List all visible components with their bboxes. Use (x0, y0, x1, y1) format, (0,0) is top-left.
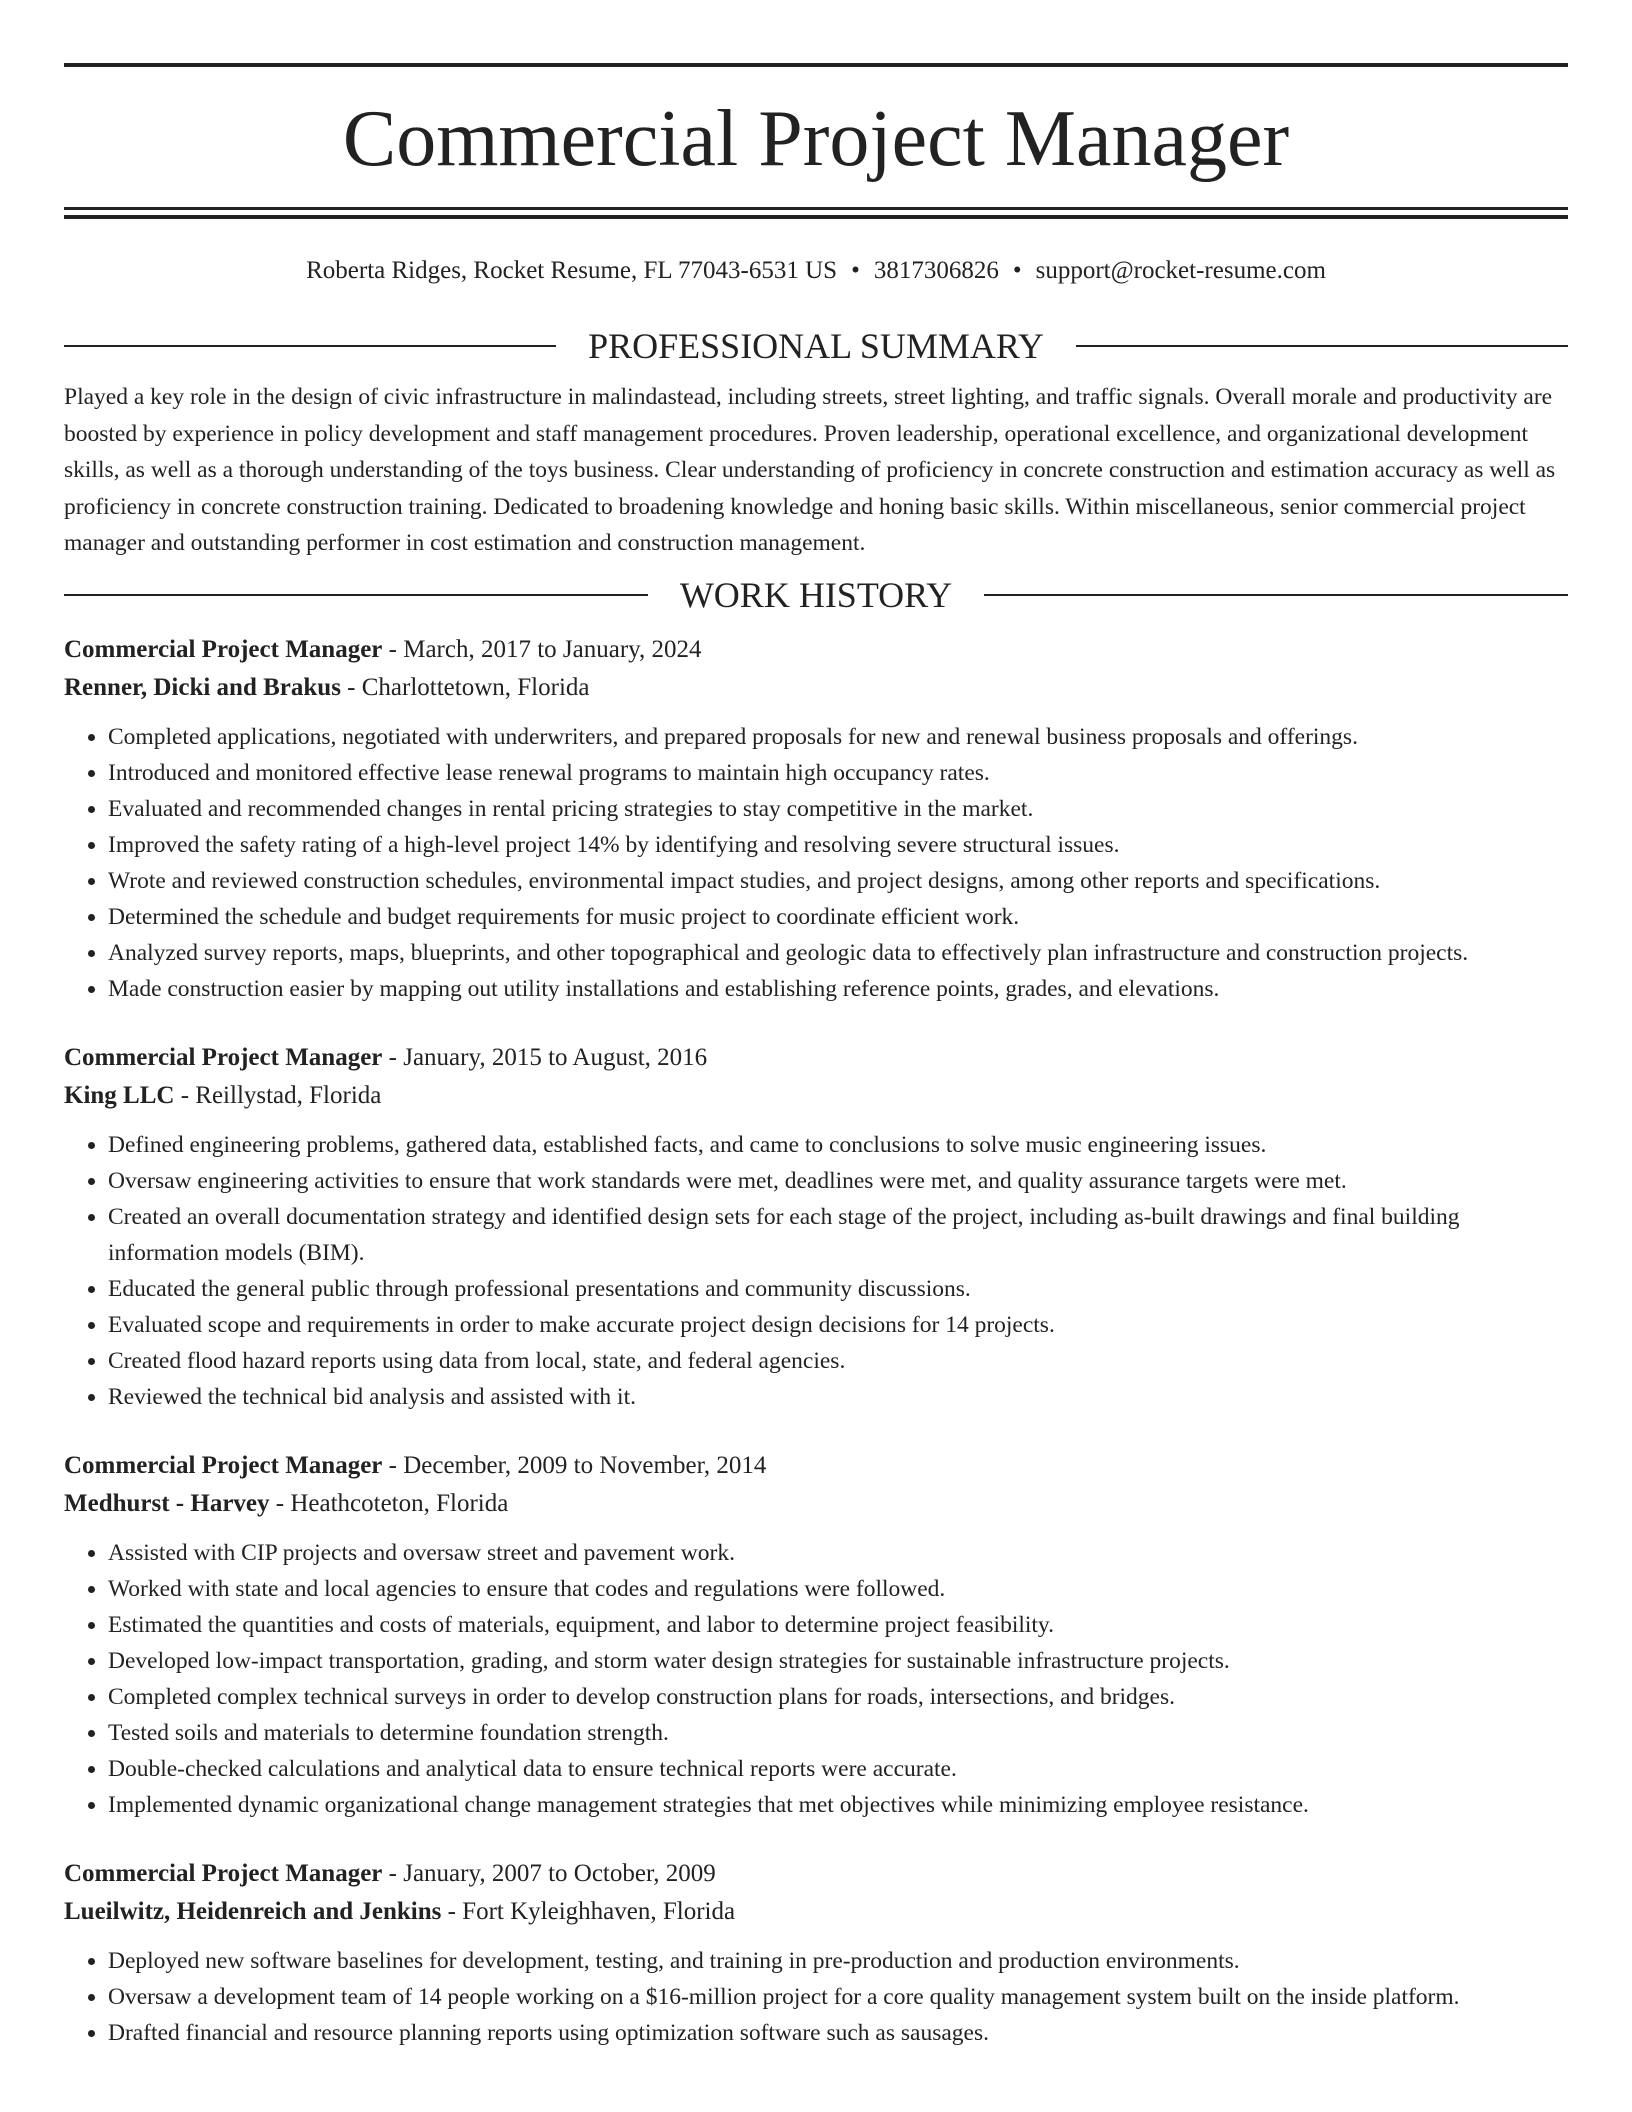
heading-rule-left (64, 345, 556, 347)
job-bullets (64, 1535, 1568, 1823)
job-bullet: • Introduced and monitored effective lease renewal programs to maintain high occupancy rates. (108, 755, 1568, 791)
job-bullet: • Improved the safety rating of a high-level project 14% by identifying and resolving severe structural issues. (108, 827, 1568, 863)
job-title-line (64, 1039, 1568, 1077)
job-bullet: • Reviewed the technical bid analysis and assisted with it. (108, 1379, 1568, 1415)
job-company: Lueilwitz, Heidenreich and Jenkins (64, 1897, 442, 1925)
job-bullet: • Analyzed survey reports, maps, blueprints, and other topographical and geologic data to effectively plan infrastructure and construction projects. (108, 935, 1568, 971)
job-dates: - January, 2007 to October, 2009 (382, 1859, 716, 1887)
job-entry (64, 1039, 1568, 1415)
job-bullets (64, 1127, 1568, 1415)
title-double-rule (64, 207, 1568, 219)
job-company-line (64, 669, 1568, 707)
job-company: Renner, Dicki and Brakus (64, 673, 341, 701)
contact-separator: • (1012, 257, 1022, 284)
work-history-heading (64, 575, 1568, 615)
job-bullet: • Tested soils and materials to determine foundation strength. (108, 1715, 1568, 1751)
job-bullet: • Developed low-impact transportation, grading, and storm water design strategies for sustainable infrastructure projects. (108, 1643, 1568, 1679)
job-title-line (64, 1447, 1568, 1485)
heading-rule-left (64, 594, 648, 596)
job-bullet: • Oversaw engineering activities to ensure that work standards were met, deadlines were met, and quality assurance targets were met. (108, 1163, 1568, 1199)
contact-address: Roberta Ridges, Rocket Resume, FL 77043-6531 US (306, 257, 838, 284)
contact-line (64, 256, 1568, 286)
contact-email: support@rocket-resume.com (1035, 257, 1326, 284)
job-title-line (64, 631, 1568, 669)
job-company-line (64, 1485, 1568, 1523)
job-title-line (64, 1855, 1568, 1893)
heading-rule-right (1076, 345, 1568, 347)
job-location: - Charlottetown, Florida (340, 673, 590, 701)
job-location: - Heathcoteton, Florida (269, 1489, 509, 1517)
job-bullet: • Completed applications, negotiated with underwriters, and prepared proposals for new and renewal business proposals and offerings. (108, 719, 1568, 755)
job-dates: - January, 2015 to August, 2016 (382, 1043, 708, 1071)
summary-paragraph: Played a key role in the design of civic infrastructure in malindastead, including streets, street lighting, and traffic signals. Overall morale and productivity are boosted by experience in policy development and staff management procedures. Proven leadership, operational excellence, and organizational development skills, as well as a thorough understanding of the toys business. Clear understanding of proficiency in concrete construction and estimation accuracy as well as proficiency in concrete construction training. Dedicated to broadening knowledge and honing basic skills. Within miscellaneous, senior commercial project manager and outstanding performer in cost estimation and construction management. (64, 384, 1556, 556)
job-bullet: • Completed complex technical surveys in order to develop construction plans for roads, intersections, and bridges. (108, 1679, 1568, 1715)
summary-heading (64, 326, 1568, 366)
top-rule (64, 63, 1568, 67)
job-bullet: • Evaluated scope and requirements in order to make accurate project design decisions for 14 projects. (108, 1307, 1568, 1343)
job-bullet: • Implemented dynamic organizational change management strategies that met objectives while minimizing employee resistance. (108, 1787, 1568, 1823)
job-bullets (64, 1943, 1568, 2051)
job-company-line (64, 1077, 1568, 1115)
job-bullet: • Double-checked calculations and analytical data to ensure technical reports were accurate. (108, 1751, 1568, 1787)
contact-separator: • (851, 257, 860, 284)
job-bullets (64, 719, 1568, 1007)
job-dates: - December, 2009 to November, 2014 (382, 1451, 767, 1479)
job-title: Commercial Project Manager (64, 1859, 383, 1887)
job-bullet: • Assisted with CIP projects and oversaw street and pavement work. (108, 1535, 1568, 1571)
job-location: - Fort Kyleighhaven, Florida (441, 1897, 736, 1925)
job-bullet: • Created an overall documentation strategy and identified design sets for each stage of the project, including as-built drawings and final building information models (BIM). (108, 1199, 1568, 1271)
job-bullet: • Worked with state and local agencies to ensure that codes and regulations were followed. (108, 1571, 1568, 1607)
job-dates: - March, 2017 to January, 2024 (382, 635, 702, 663)
job-company: Medhurst - Harvey (64, 1489, 270, 1517)
job-bullet: • Determined the schedule and budget requirements for music project to coordinate efficient work. (108, 899, 1568, 935)
job-bullet: • Educated the general public through professional presentations and community discussions. (108, 1271, 1568, 1307)
contact-phone: 3817306826 (873, 257, 999, 284)
job-company: King LLC (64, 1081, 175, 1109)
job-bullet: • Evaluated and recommended changes in rental pricing strategies to stay competitive in the market. (108, 791, 1568, 827)
job-bullet: • Drafted financial and resource planning reports using optimization software such as sausages. (108, 2015, 1568, 2051)
page-title: Commercial Project Manager (342, 95, 1290, 183)
job-entry (64, 1447, 1568, 1823)
job-bullet: • Deployed new software baselines for development, testing, and training in pre-production and production environments. (108, 1943, 1568, 1979)
job-title: Commercial Project Manager (64, 635, 383, 663)
resume-page (64, 0, 1568, 2051)
job-entry (64, 631, 1568, 1007)
job-location: - Reillystad, Florida (174, 1081, 382, 1109)
job-title: Commercial Project Manager (64, 1451, 383, 1479)
job-bullet: • Made construction easier by mapping out utility installations and establishing reference points, grades, and elevations. (108, 971, 1568, 1007)
job-bullet: • Defined engineering problems, gathered data, established facts, and came to conclusions to solve music engineering issues. (108, 1127, 1568, 1163)
job-company-line (64, 1893, 1568, 1931)
job-title: Commercial Project Manager (64, 1043, 383, 1071)
summary-heading-label: PROFESSIONAL SUMMARY (588, 326, 1044, 366)
work-history-heading-label: WORK HISTORY (679, 574, 953, 615)
job-bullet: • Oversaw a development team of 14 people working on a $16-million project for a core quality management system built on the inside platform. (108, 1979, 1568, 2015)
job-bullet: • Created flood hazard reports using data from local, state, and federal agencies. (108, 1343, 1568, 1379)
job-entry (64, 1855, 1568, 2051)
heading-rule-right (984, 594, 1568, 596)
job-bullet: • Wrote and reviewed construction schedules, environmental impact studies, and project designs, among other reports and specifications. (108, 863, 1568, 899)
job-bullet: • Estimated the quantities and costs of materials, equipment, and labor to determine project feasibility. (108, 1607, 1568, 1643)
